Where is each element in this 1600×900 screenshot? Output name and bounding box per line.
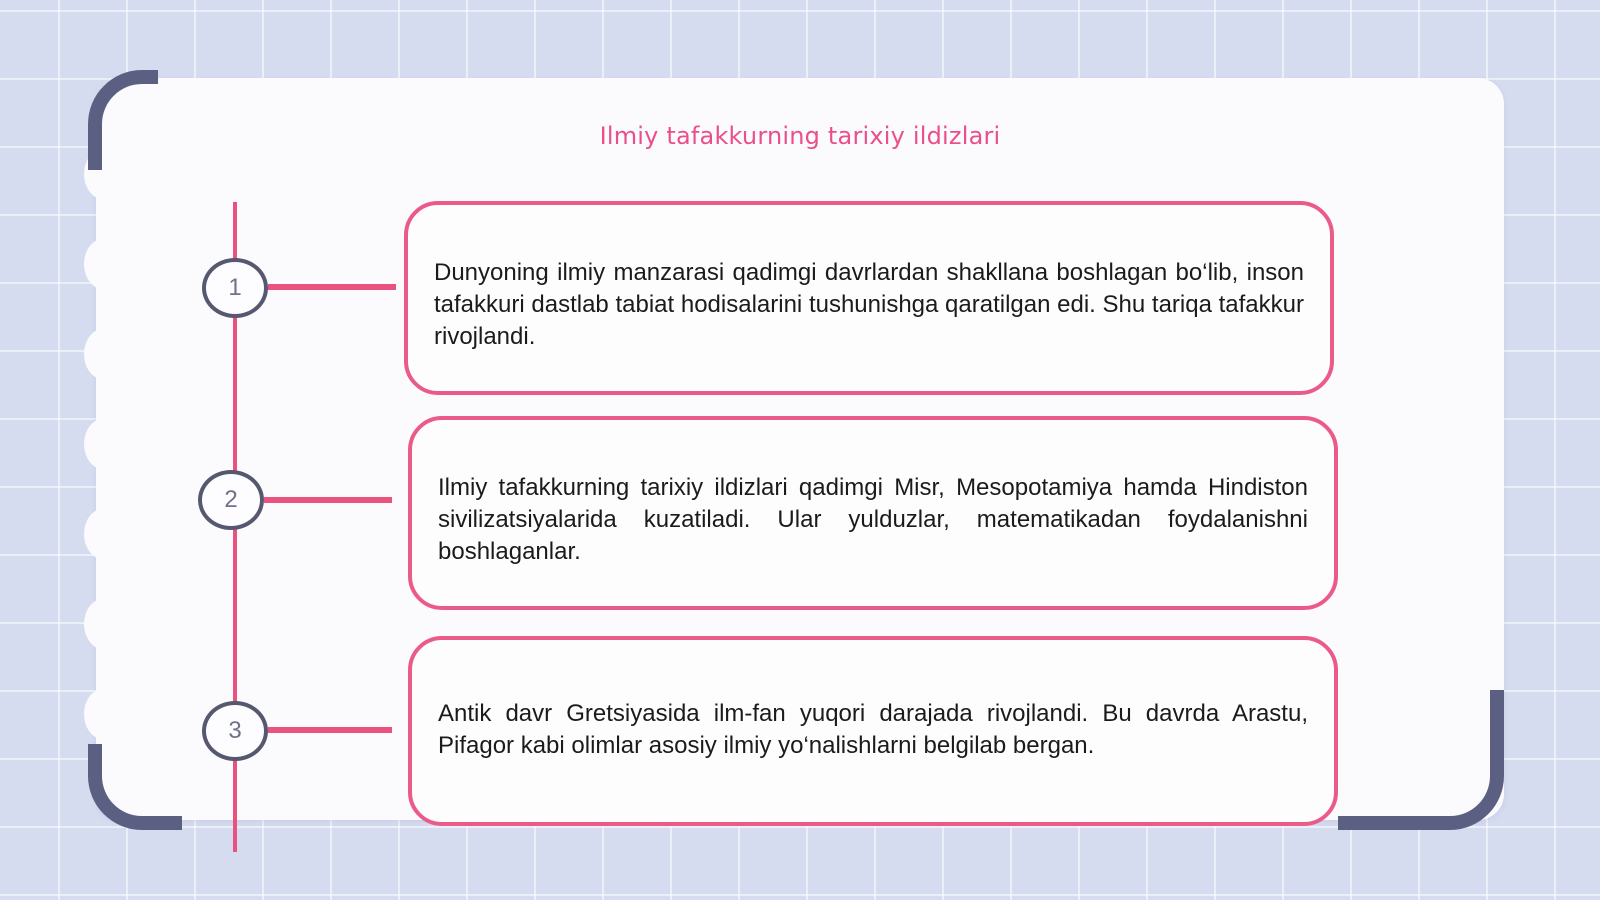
paper-scallop	[84, 418, 126, 470]
frame-corner-bottom-right	[1338, 690, 1504, 830]
timeline-connector-3	[268, 727, 392, 733]
paper-scallop	[84, 508, 126, 560]
timeline-connector-1	[268, 284, 396, 290]
timeline-card-text: Antik davr Gretsiyasida ilm-fan yuqori darajada rivojlandi. Bu davrda Arastu, Pifagor kabi olimlar asosiy ilmiy yo‘nalishlarni belgilab bergan.	[438, 700, 1308, 759]
paper-scallop	[84, 328, 126, 380]
timeline-connector-2	[264, 497, 392, 503]
slide-title: Ilmiy tafakkurning tarixiy ildizlari	[599, 122, 1001, 150]
step-number-circle-1: 1	[202, 258, 268, 318]
timeline-card-3	[408, 636, 1338, 826]
step-number-circle-2: 2	[198, 470, 264, 530]
timeline-card-text: Ilmiy tafakkurning tarixiy ildizlari qadimgi Misr, Mesopotamiya hamda Hindiston sivilizatsiyalarida kuzatiladi. Ular yulduzlar, matematikadan foydalanishni boshlaganlar.	[438, 474, 1308, 565]
paper-scallop	[84, 598, 126, 650]
step-number-circle-3: 3	[202, 701, 268, 761]
paper-scallop	[84, 688, 126, 740]
frame-corner-top-left	[88, 70, 158, 170]
timeline-card-text: Dunyoning ilmiy manzarasi qadimgi davrlardan shakllana boshlagan bo‘lib, inson tafakkuri dastlab tabiat hodisalarini tushunishga qaratilgan edi. Shu tariqa tafakkur rivojlandi.	[434, 259, 1304, 350]
frame-corner-bottom-left	[88, 744, 182, 830]
timeline-card-1	[404, 201, 1334, 395]
paper-scallop	[84, 238, 126, 290]
timeline-card-2	[408, 416, 1338, 610]
